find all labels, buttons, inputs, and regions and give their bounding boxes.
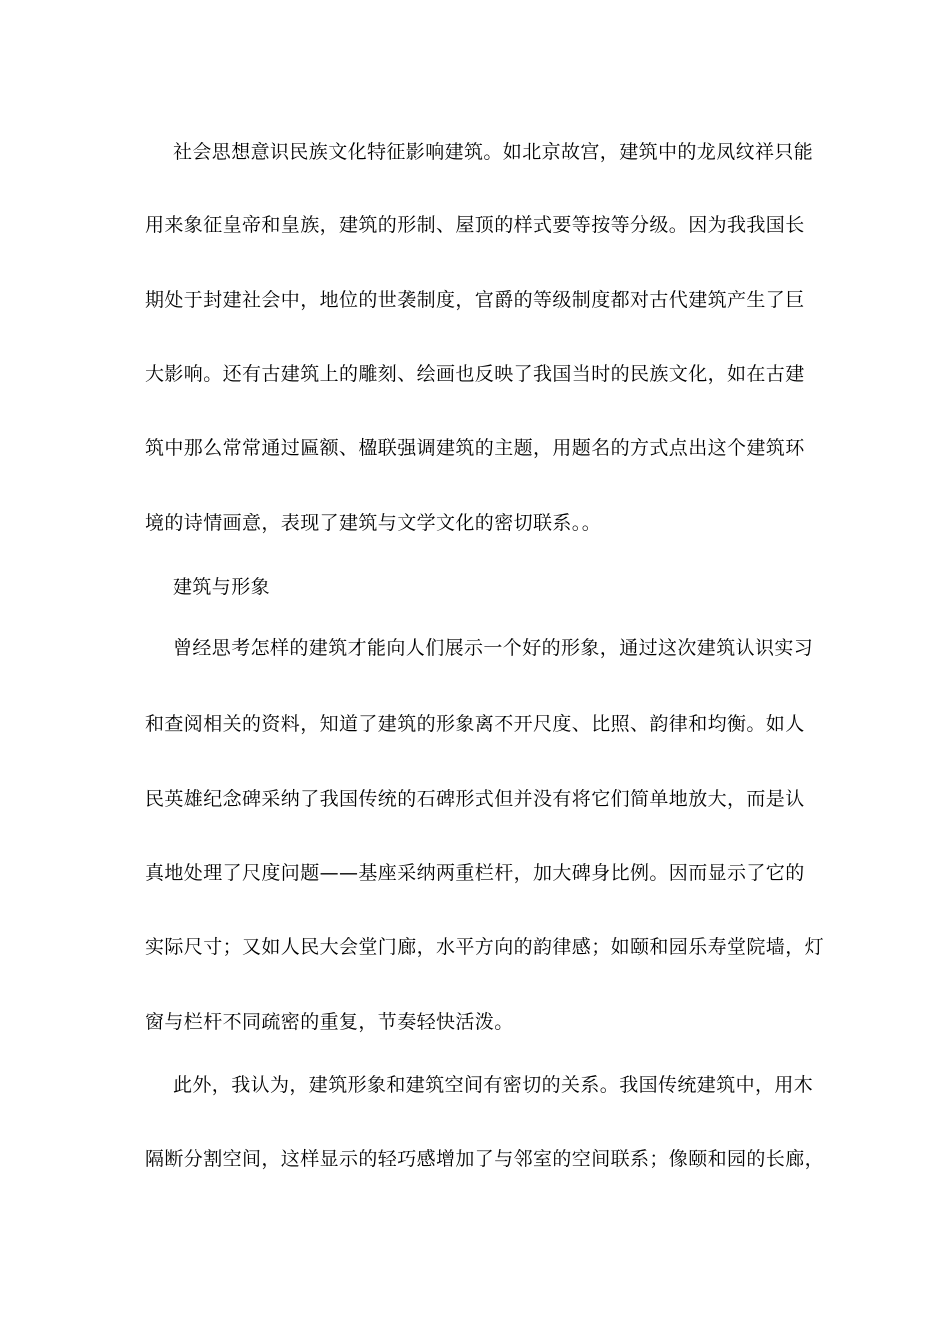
text-line: 筑中那么常常通过匾额、楹联强调建筑的主题，用题名的方式点出这个建筑环 — [145, 437, 805, 459]
text-line: 大影响。还有古建筑上的雕刻、绘画也反映了我国当时的民族文化，如在古建 — [145, 363, 805, 385]
text-line: 和查阅相关的资料，知道了建筑的形象离不开尺度、比照、韵律和均衡。如人 — [145, 713, 805, 735]
text-line: 窗与栏杆不同疏密的重复，节奏轻快活泼。 — [145, 1011, 514, 1033]
text-line: 隔断分割空间，这样显示的轻巧感增加了与邻室的空间联系；像颐和园的长廊， — [145, 1148, 825, 1170]
text-line: 用来象征皇帝和皇族，建筑的形制、屋顶的样式要等按等分级。因为我我国长 — [145, 214, 805, 236]
text-line: 民英雄纪念碑采纳了我国传统的石碑形式但并没有将它们简单地放大，而是认 — [145, 788, 805, 810]
heading-text: 建筑与形象 — [173, 576, 271, 598]
text-line: 境的诗情画意，表现了建筑与文学文化的密切联系。。 — [145, 512, 602, 534]
text-line: 社会思想意识民族文化特征影响建筑。如北京故宫，建筑中的龙凤纹祥只能 — [173, 141, 814, 163]
text-line: 实际尺寸；又如人民大会堂门廊，水平方向的韵律感；如颐和园乐寿堂院墙，灯 — [145, 936, 825, 958]
text-line: 真地处理了尺度问题——基座采纳两重栏杆，加大碑身比例。因而显示了它的 — [145, 862, 805, 884]
text-line: 此外，我认为，建筑形象和建筑空间有密切的关系。我国传统建筑中，用木 — [173, 1074, 814, 1096]
text-line: 曾经思考怎样的建筑才能向人们展示一个好的形象，通过这次建筑认识实习 — [173, 637, 814, 659]
text-line: 期处于封建社会中，地位的世袭制度，官爵的等级制度都对古代建筑产生了巨 — [145, 289, 805, 311]
